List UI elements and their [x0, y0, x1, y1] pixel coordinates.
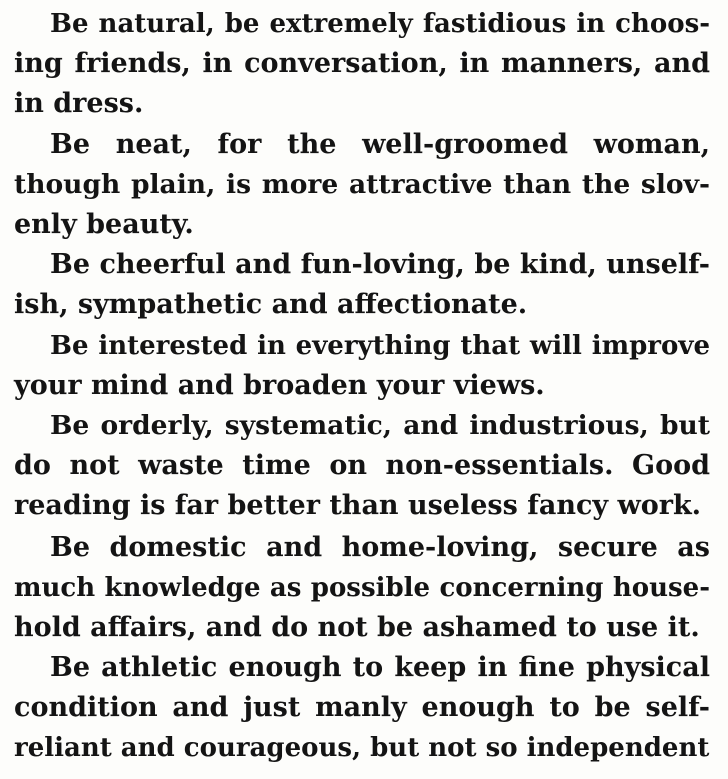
paragraph-7-line-3: reliant and courageous, but not so independent	[14, 733, 710, 763]
paragraph-1-line-2: ing friends, in conversation, in manners, and	[14, 48, 710, 79]
paragraph-3-line-2: ish, sympathetic and affectionate.	[14, 289, 528, 320]
paragraph-6-line-1: Be domestic and home-loving, secure as	[50, 532, 710, 563]
paragraph-5-line-1: Be orderly, systematic, and industrious, but	[50, 410, 710, 441]
paragraph-4-line-2: your mind and broaden your views.	[14, 370, 545, 401]
paragraph-6-line-2: much knowledge as possible concerning house-	[14, 573, 710, 603]
paragraph-2-line-1: Be neat, for the well-groomed woman,	[50, 129, 710, 160]
paragraph-3-line-1: Be cheerful and fun-loving, be kind, unself-	[50, 249, 710, 280]
paragraph-1-line-3: in dress.	[14, 88, 144, 119]
paragraph-7-line-1: Be athletic enough to keep in fine physical	[50, 652, 710, 683]
paragraph-4-line-1: Be interested in everything that will improve	[50, 331, 710, 361]
paragraph-2-line-3: enly beauty.	[14, 209, 194, 240]
paragraph-1-line-1: Be natural, be extremely fastidious in choos-	[50, 9, 710, 39]
paragraph-2-line-2: though plain, is more attractive than the slov-	[14, 169, 710, 200]
paragraph-7-line-2: condition and just manly enough to be self-	[14, 692, 710, 723]
paragraph-5-line-3: reading is far better than useless fancy work.	[14, 490, 702, 521]
paragraph-5-line-2: do not waste time on non-essentials. Good	[14, 450, 710, 481]
paragraph-6-line-3: hold affairs, and do not be ashamed to use it.	[14, 612, 700, 643]
